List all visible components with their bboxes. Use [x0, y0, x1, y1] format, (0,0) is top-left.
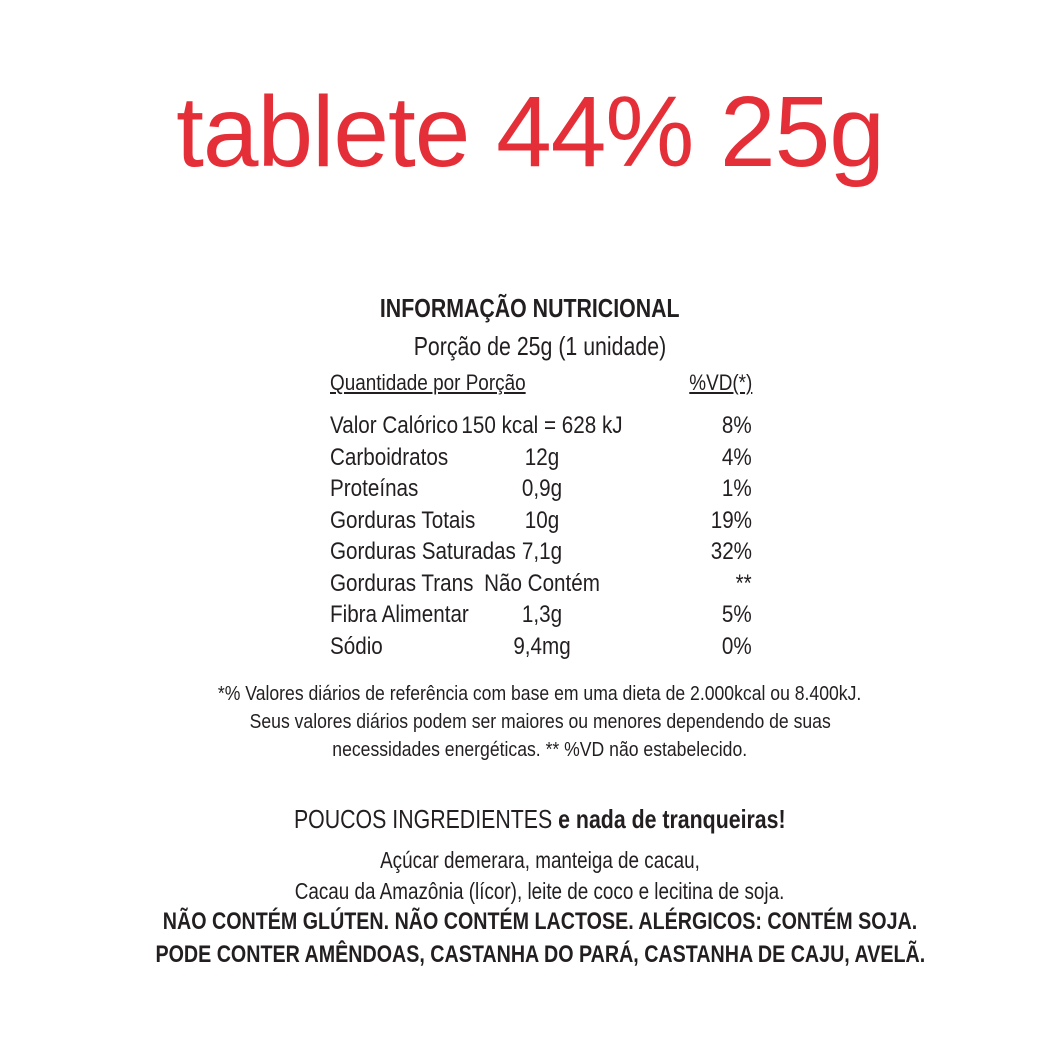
nutrient-vd: 5% — [722, 601, 752, 628]
nutrient-name: Gorduras Trans — [330, 569, 474, 597]
nutrient-name: Gorduras Saturadas — [330, 538, 516, 565]
nutrient-vd: 0% — [722, 632, 752, 660]
nutrition-table — [330, 370, 752, 660]
col-vd-header: %VD(*) — [688, 370, 752, 395]
nutrition-row — [330, 631, 752, 663]
portion-size — [0, 330, 1060, 362]
nutrition-row — [330, 473, 752, 505]
product-title — [0, 72, 1060, 192]
ingredients-title — [0, 803, 1060, 835]
nutrition-row — [330, 505, 752, 537]
nutrient-name: Valor Calórico — [330, 412, 459, 439]
ingredients-title-bold: POUCOS INGREDIENTES — [294, 804, 553, 834]
ingredients-line-1: Açúcar demerara, manteiga de cacau, — [380, 847, 700, 873]
nutrient-amount: 9,4mg — [513, 632, 571, 660]
nutrition-table-header — [330, 370, 752, 400]
nutrition-row — [330, 536, 752, 568]
nutrient-amount: 1,3g — [521, 601, 563, 628]
nutrient-name: Fibra Alimentar — [330, 601, 469, 628]
nutrient-vd: 4% — [722, 443, 752, 471]
nutrition-heading-text: INFORMAÇÃO NUTRICIONAL — [380, 293, 680, 323]
nutrient-amount: 150 kcal = 628 kJ — [461, 412, 623, 439]
nutrient-vd: ** — [735, 569, 752, 597]
nutrition-rows — [330, 410, 752, 662]
footnote-line-2: Seus valores diários podem ser maiores ou menores dependendo de suas — [249, 711, 831, 733]
nutrient-amount: 12g — [524, 443, 560, 471]
footnote-line-1: *% Valores diários de referência com base em uma dieta de 2.000kcal ou 8.400kJ. — [218, 683, 862, 705]
nutrient-amount: 0,9g — [521, 475, 563, 502]
nutrient-amount: 7,1g — [521, 538, 563, 565]
allergen-warning — [0, 905, 1060, 971]
col-quantity-header: Quantidade por Porção — [330, 370, 526, 395]
nutrient-name: Carboidratos — [330, 443, 449, 471]
nutrition-row — [330, 568, 752, 600]
nutrient-vd: 19% — [710, 506, 752, 534]
nutrient-amount: Não Contém — [484, 569, 600, 597]
ingredients-title-rest: e nada de tranqueiras! — [552, 804, 786, 834]
nutrient-vd: 1% — [722, 475, 752, 502]
nutrient-vd: 8% — [722, 412, 752, 439]
nutrient-name: Proteínas — [330, 475, 419, 502]
nutrient-amount: 10g — [524, 506, 560, 534]
nutrition-row — [330, 410, 752, 442]
portion-size-text: Porção de 25g (1 unidade) — [413, 331, 667, 361]
nutrient-name: Gorduras Totais — [330, 506, 476, 534]
ingredients-list — [0, 845, 1060, 907]
nutrition-row — [330, 599, 752, 631]
allergen-line-2: PODE CONTER AMÊNDOAS, CASTANHA DO PARÁ, CASTANHA DE CAJU, AVELÃ. — [155, 941, 925, 968]
allergen-line-1: NÃO CONTÉM GLÚTEN. NÃO CONTÉM LACTOSE. ALÉRGICOS: CONTÉM SOJA. — [162, 908, 918, 935]
nutrient-name: Sódio — [330, 632, 383, 660]
footnote-line-3: necessidades energéticas. ** %VD não estabelecido. — [332, 739, 748, 761]
nutrition-heading — [0, 292, 1060, 324]
nutrition-row — [330, 442, 752, 474]
nutrient-vd: 32% — [710, 538, 752, 565]
product-title-text: tablete 44% 25g — [176, 76, 884, 188]
ingredients-line-2: Cacau da Amazônia (lícor), leite de coco e lecitina de soja. — [295, 878, 785, 904]
